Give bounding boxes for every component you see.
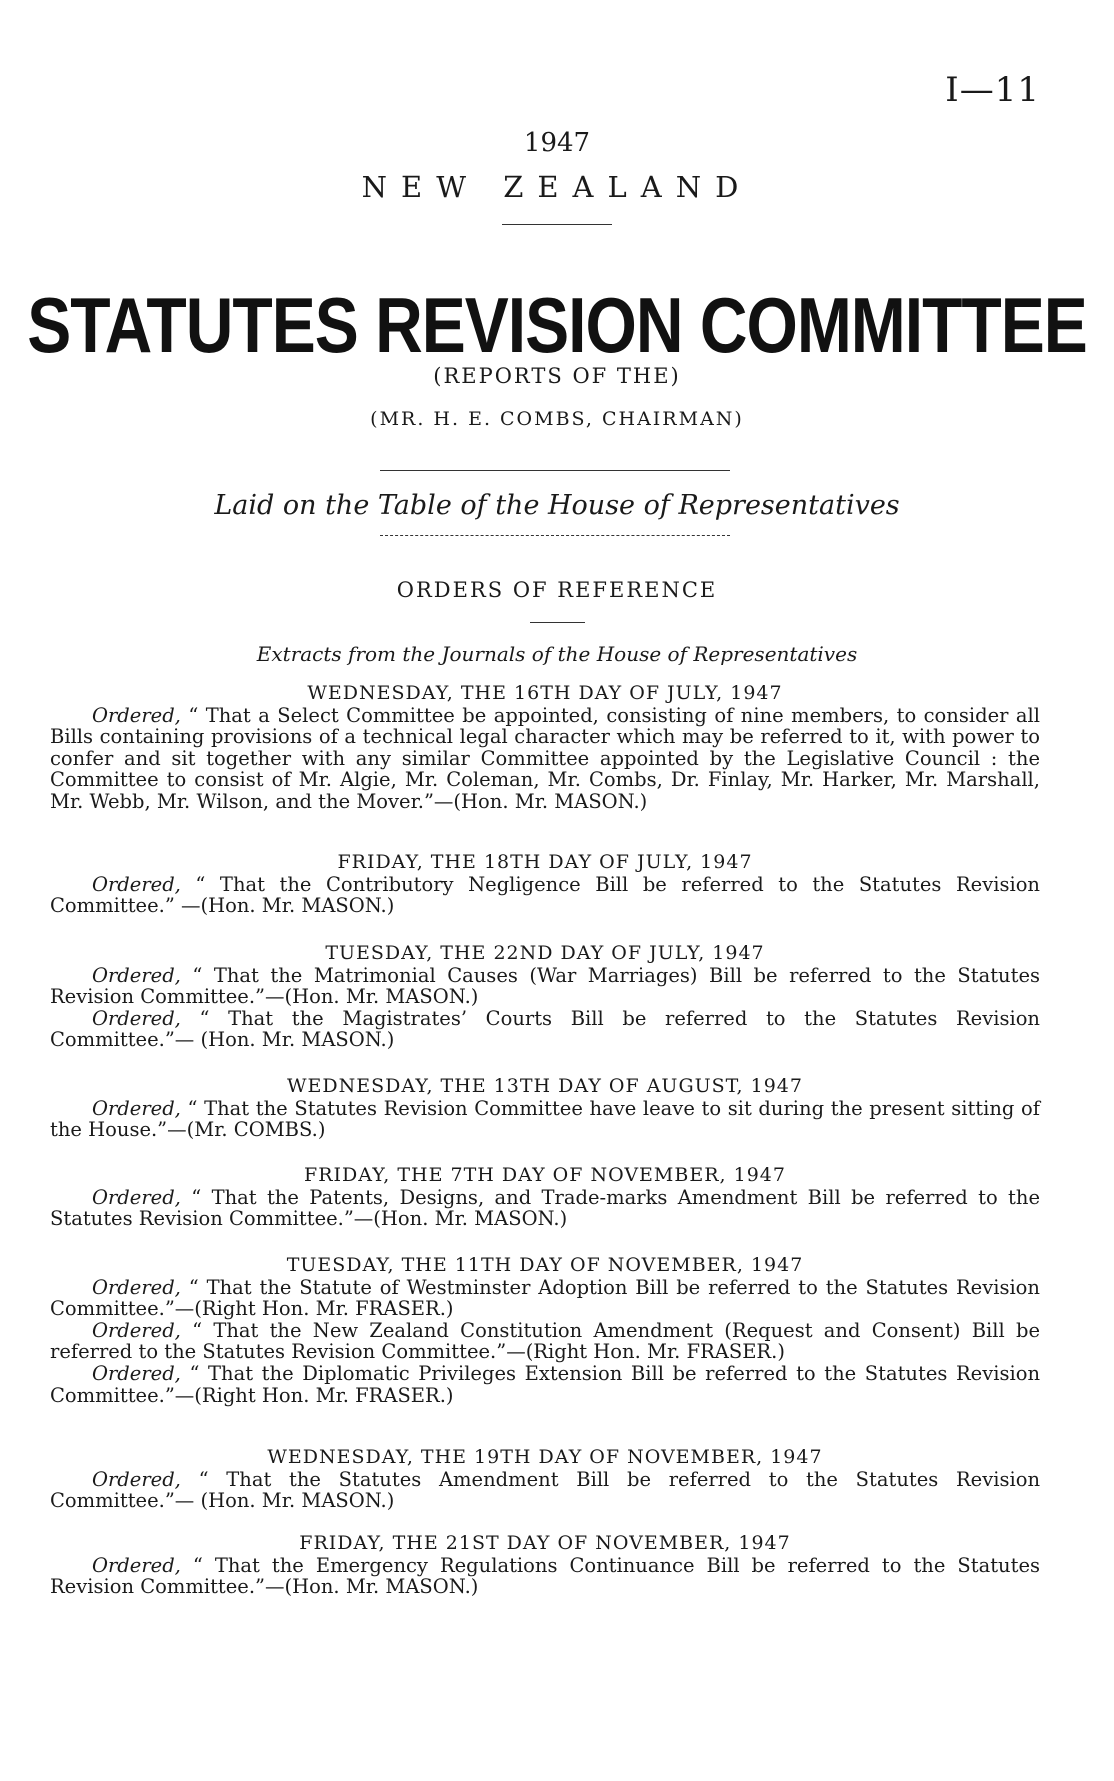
ordered-label: Ordered, <box>92 1185 181 1209</box>
entry <box>50 1165 1040 1230</box>
order-text: “ That the Statutes Revision Committee have leave to sit during the present sitting of the House.”—(Mr. COMBS.) <box>50 1096 1040 1142</box>
divider-rule <box>380 470 730 471</box>
entry <box>50 1255 1040 1406</box>
order-text: “ That the Statutes Amendment Bill be referred to the Statutes Revision Committee.”— (Hon. Mr. MASON.) <box>50 1467 1040 1513</box>
document-subtitle: (REPORTS OF THE) <box>433 364 681 388</box>
entry <box>50 852 1040 917</box>
divider-rule <box>530 622 585 623</box>
order-paragraph <box>50 1187 1040 1230</box>
chairman-line: (MR. H. E. COMBS, CHAIRMAN) <box>370 408 744 430</box>
ordered-label: Ordered, <box>92 1096 181 1120</box>
ordered-label: Ordered, <box>92 1318 181 1342</box>
order-paragraph <box>50 1320 1040 1363</box>
entry <box>50 1076 1040 1141</box>
ordered-label: Ordered, <box>92 703 181 727</box>
order-text: “ That the Magistrates’ Courts Bill be referred to the Statutes Revision Committee.”— (Hon. Mr. MASON.) <box>50 1006 1040 1052</box>
order-text: “ That the Statute of Westminster Adoption Bill be referred to the Statutes Revision Committee.”—(Right Hon. Mr. FRASER.) <box>50 1275 1040 1321</box>
order-paragraph <box>50 1277 1040 1320</box>
section-heading: ORDERS OF REFERENCE <box>396 578 718 602</box>
order-text: “ That the Patents, Designs, and Trade-marks Amendment Bill be referred to the Statutes Revision Committee.”—(Hon. Mr. MASON.) <box>50 1185 1040 1231</box>
divider-rule <box>380 535 730 536</box>
ordered-label: Ordered, <box>92 872 181 896</box>
entry-date: FRIDAY, THE 21ST DAY OF NOVEMBER, 1947 <box>299 1532 791 1554</box>
order-text: “ That the Contributory Negligence Bill be referred to the Statutes Revision Committee.” —(Hon. Mr. MASON.) <box>50 872 1040 918</box>
document-title: STATUTES REVISION COMMITTEE <box>27 281 1087 369</box>
entry-date: TUESDAY, THE 11TH DAY OF NOVEMBER, 1947 <box>286 1254 804 1276</box>
laid-on-table-line: Laid on the Table of the House of Representatives <box>214 490 900 521</box>
entry-date: TUESDAY, THE 22ND DAY OF JULY, 1947 <box>325 942 765 964</box>
order-paragraph <box>50 1363 1040 1406</box>
divider-rule <box>502 224 612 225</box>
entry-date: WEDNESDAY, THE 13TH DAY OF AUGUST, 1947 <box>287 1075 803 1097</box>
ordered-label: Ordered, <box>92 1553 181 1577</box>
order-text: “ That the Diplomatic Privileges Extension Bill be referred to the Statutes Revision Committee.”—(Right Hon. Mr. FRASER.) <box>50 1361 1040 1407</box>
entry-date: FRIDAY, THE 18TH DAY OF JULY, 1947 <box>337 851 753 873</box>
ordered-label: Ordered, <box>92 1275 181 1299</box>
ordered-label: Ordered, <box>92 1361 181 1385</box>
order-text: “ That the Matrimonial Causes (War Marriages) Bill be referred to the Statutes Revision Committee.”—(Hon. Mr. MASON.) <box>50 963 1040 1009</box>
ordered-label: Ordered, <box>92 1467 181 1491</box>
entry <box>50 1447 1040 1512</box>
entry-date: FRIDAY, THE 7TH DAY OF NOVEMBER, 1947 <box>304 1164 786 1186</box>
document-year: 1947 <box>523 128 591 158</box>
order-text: “ That the New Zealand Constitution Amendment (Request and Consent) Bill be referred to the Statutes Revision Committee.”—(Right Hon. Mr. FRASER.) <box>50 1318 1040 1364</box>
order-paragraph <box>50 1469 1040 1512</box>
entry <box>50 943 1040 1051</box>
order-paragraph <box>50 1555 1040 1598</box>
order-paragraph <box>50 1098 1040 1141</box>
ordered-label: Ordered, <box>92 1006 181 1030</box>
entry-date: WEDNESDAY, THE 16TH DAY OF JULY, 1947 <box>307 682 783 704</box>
order-paragraph <box>50 705 1040 813</box>
entry <box>50 1533 1040 1598</box>
page-number: I—11 <box>945 70 1040 110</box>
order-text: “ That a Select Committee be appointed, consisting of nine members, to consider all Bills containing provisions of a technical legal character which may be referred to it, with power to confer and sit together with any similar Committee appointed by the Legislative Council : the Committee to consist of Mr. Algie, Mr. Coleman, Mr. Combs, Dr. Finlay, Mr. Harker, Mr. Marshall, Mr. Webb, Mr. Wilson, and the Mover.”—(Hon. Mr. MASON.) <box>50 703 1040 813</box>
order-paragraph <box>50 965 1040 1008</box>
order-text: “ That the Emergency Regulations Continuance Bill be referred to the Statutes Revision Committee.”—(Hon. Mr. MASON.) <box>50 1553 1040 1599</box>
entry-date: WEDNESDAY, THE 19TH DAY OF NOVEMBER, 1947 <box>267 1446 823 1468</box>
ordered-label: Ordered, <box>92 963 181 987</box>
order-paragraph <box>50 874 1040 917</box>
order-paragraph <box>50 1008 1040 1051</box>
country-heading: NEW ZEALAND <box>361 170 753 204</box>
entry <box>50 683 1040 813</box>
extracts-heading: Extracts from the Journals of the House of Representatives <box>256 642 858 666</box>
